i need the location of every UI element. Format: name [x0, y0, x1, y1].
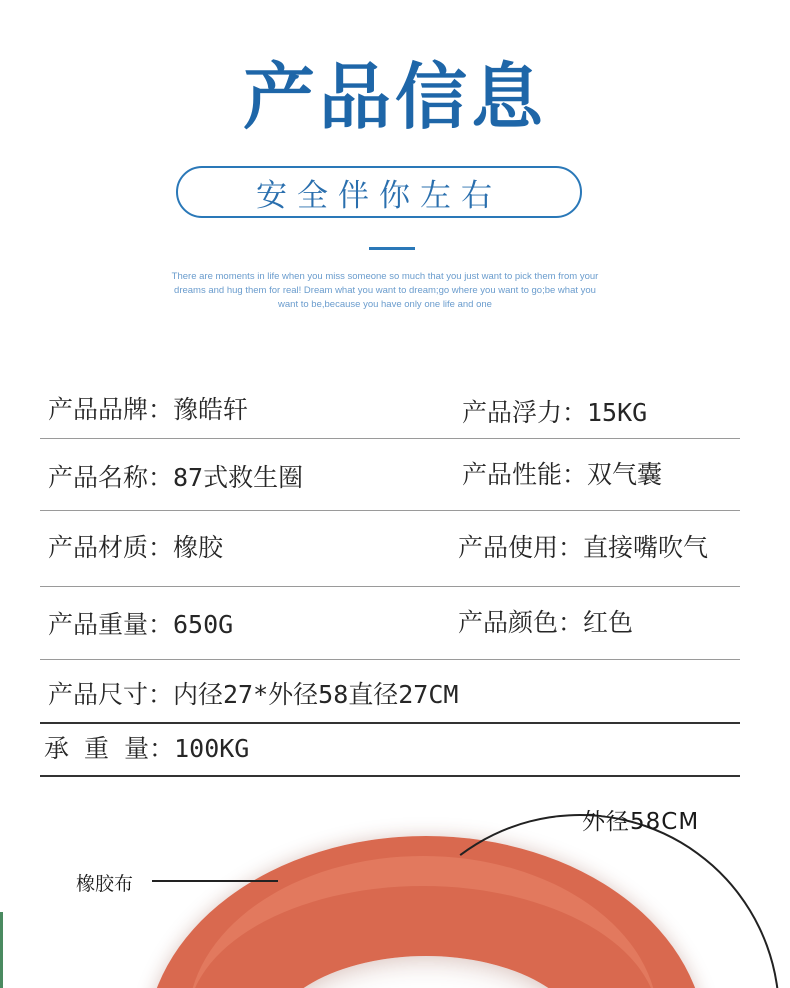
english-tagline [140, 270, 630, 312]
row-divider [40, 659, 740, 660]
row-divider [40, 775, 740, 777]
row-divider [40, 438, 740, 439]
outer-diameter-label: 外径58CM [582, 809, 700, 835]
material-leader-line [152, 880, 278, 882]
spec-weight: 产品重量：650G [48, 610, 234, 639]
spec-name: 产品名称：87式救生圈 [48, 463, 304, 492]
subtitle-pill [176, 166, 582, 218]
spec-size: 产品尺寸：内径27*外径58直径27CM [48, 680, 459, 709]
title-divider [369, 247, 415, 250]
material-label: 橡胶布 [76, 873, 134, 895]
spec-feature: 产品性能：双气囊 [462, 460, 663, 489]
edge-strip [0, 912, 3, 988]
tagline-line-2: dreams and hug them for real! Dream what you want to dream;go where you want to go;be what you [174, 285, 596, 296]
subtitle-text: 安全伴你左右 [256, 177, 502, 214]
spec-load: 承 重 量：100KG [44, 734, 250, 763]
spec-usage: 产品使用：直接嘴吹气 [458, 533, 709, 562]
page-title: 产品信息 [242, 55, 547, 139]
tagline-line-3: want to be,because you have only one life and one [278, 299, 492, 310]
row-divider [40, 510, 740, 511]
spec-material: 产品材质：橡胶 [48, 533, 224, 562]
row-divider [40, 586, 740, 587]
spec-buoyancy: 产品浮力：15KG [462, 398, 648, 427]
spec-color: 产品颜色：红色 [458, 608, 634, 637]
tagline-line-1: There are moments in life when you miss someone so much that you just want to pick them from your [171, 271, 599, 282]
row-divider [40, 722, 740, 724]
spec-brand: 产品品牌：豫皓轩 [48, 395, 249, 424]
